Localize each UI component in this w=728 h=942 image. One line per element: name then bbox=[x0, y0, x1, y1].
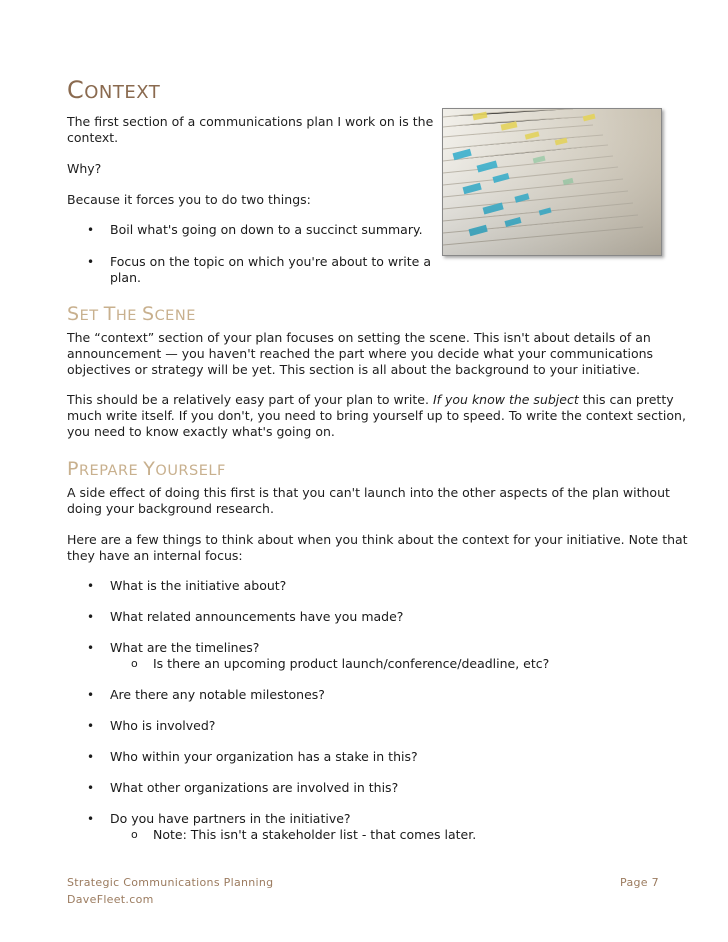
context-because: Because it forces you to do two things: bbox=[67, 192, 311, 207]
document-page: CONTEXT The first section of a communications plan I work on is the context. Why? Because it forces you to do two things: • Boil what's going on down to a succinct summary. • Focus on the topic on which you're about to write a plan. SET THE SCENE The “context” section of your plan focuses on setting the scene. This isn't about details of an announcement — you haven't reached the part where you decide what your communications objectives or strategy will be yet. This section is all about the background to your initiative. This should be a relatively easy part of your plan to write. If you know the subject this can pretty much write itself. If you don't, you need to bring yourself up to speed. To write the context section, you need to know exactly what's going on. PREPARE YOURSELF A side effect of doing this first is that you can't launch into the other aspects of the plan without doing your background research. Here are a few things to think about when you think about the context for your initiative. Note that they have an internal focus: • What is the initiative about? • What related announcements have you made? • What are the timelines? o Is there an upcoming product launch/conference/deadline, etc? • Are there any notable milestones? • Who is involved? • Who within your organization has a stake in this? • What other organizations are involved in this? • Do you have partners in the initiative? o Note: This isn't a stakeholder list - that comes later. Strategic Communications Planning Page 7 DaveFleet.com bbox=[0, 0, 728, 942]
bullet-icon: • bbox=[87, 719, 95, 733]
scene-para2-line3: you need to know exactly what's going on. bbox=[67, 424, 335, 439]
heading-initial: C bbox=[67, 76, 85, 104]
section-heading-context bbox=[67, 68, 160, 106]
page-number: Page 7 bbox=[620, 876, 659, 889]
bullet-icon: • bbox=[87, 750, 95, 764]
scene-para1-line1: The “context” section of your plan focuses on setting the scene. This isn't about details of an bbox=[67, 330, 651, 345]
prepare-para2-line2: they have an internal focus: bbox=[67, 548, 243, 563]
section-heading-set-the-scene: SET THE SCENE bbox=[67, 303, 196, 325]
bullet-icon: • bbox=[87, 255, 95, 269]
scene-para2-line2: much write itself. If you don't, you need to bring yourself up to speed. To write the context section, bbox=[67, 408, 686, 423]
prepare-para2-line1: Here are a few things to think about when you think about the context for your initiative. Note that bbox=[67, 532, 688, 547]
context-intro-line1: The first section of a communications plan I work on is the bbox=[67, 114, 434, 129]
scene-para2-line1: This should be a relatively easy part of your plan to write. If you know the subject this can pretty bbox=[67, 392, 674, 407]
scene-para1-line3: objectives or strategy will be yet. This section is all about the background to your initiative. bbox=[67, 362, 641, 377]
footer-site: DaveFleet.com bbox=[67, 893, 154, 906]
bullet-icon: • bbox=[87, 781, 95, 795]
stacked-papers-photo bbox=[442, 108, 662, 256]
footer-title: Strategic Communications Planning bbox=[67, 876, 274, 889]
bullet-icon: • bbox=[87, 688, 95, 702]
scene-para1-line2: announcement — you haven't reached the part where you decide what your communications bbox=[67, 346, 654, 361]
section-heading-prepare-yourself: PREPARE YOURSELF bbox=[67, 458, 226, 480]
bullet-icon: • bbox=[87, 223, 95, 237]
prepare-para1-line1: A side effect of doing this first is that you can't launch into the other aspects of the plan without bbox=[67, 485, 670, 500]
stacked-papers-with-colored-tabs-icon bbox=[443, 109, 661, 255]
sub-bullet-icon: o bbox=[131, 657, 138, 670]
context-intro-line2: context. bbox=[67, 130, 119, 145]
emphasis-text: If you know the subject bbox=[432, 392, 579, 407]
bullet-icon: • bbox=[87, 812, 95, 826]
sub-bullet-icon: o bbox=[131, 828, 138, 841]
bullet-icon: • bbox=[87, 579, 95, 593]
prepare-para1-line2: doing your background research. bbox=[67, 501, 274, 516]
bullet-icon: • bbox=[87, 641, 95, 655]
bullet-icon: • bbox=[87, 610, 95, 624]
heading-rest: ONTEXT bbox=[84, 82, 161, 103]
context-why: Why? bbox=[67, 161, 102, 176]
